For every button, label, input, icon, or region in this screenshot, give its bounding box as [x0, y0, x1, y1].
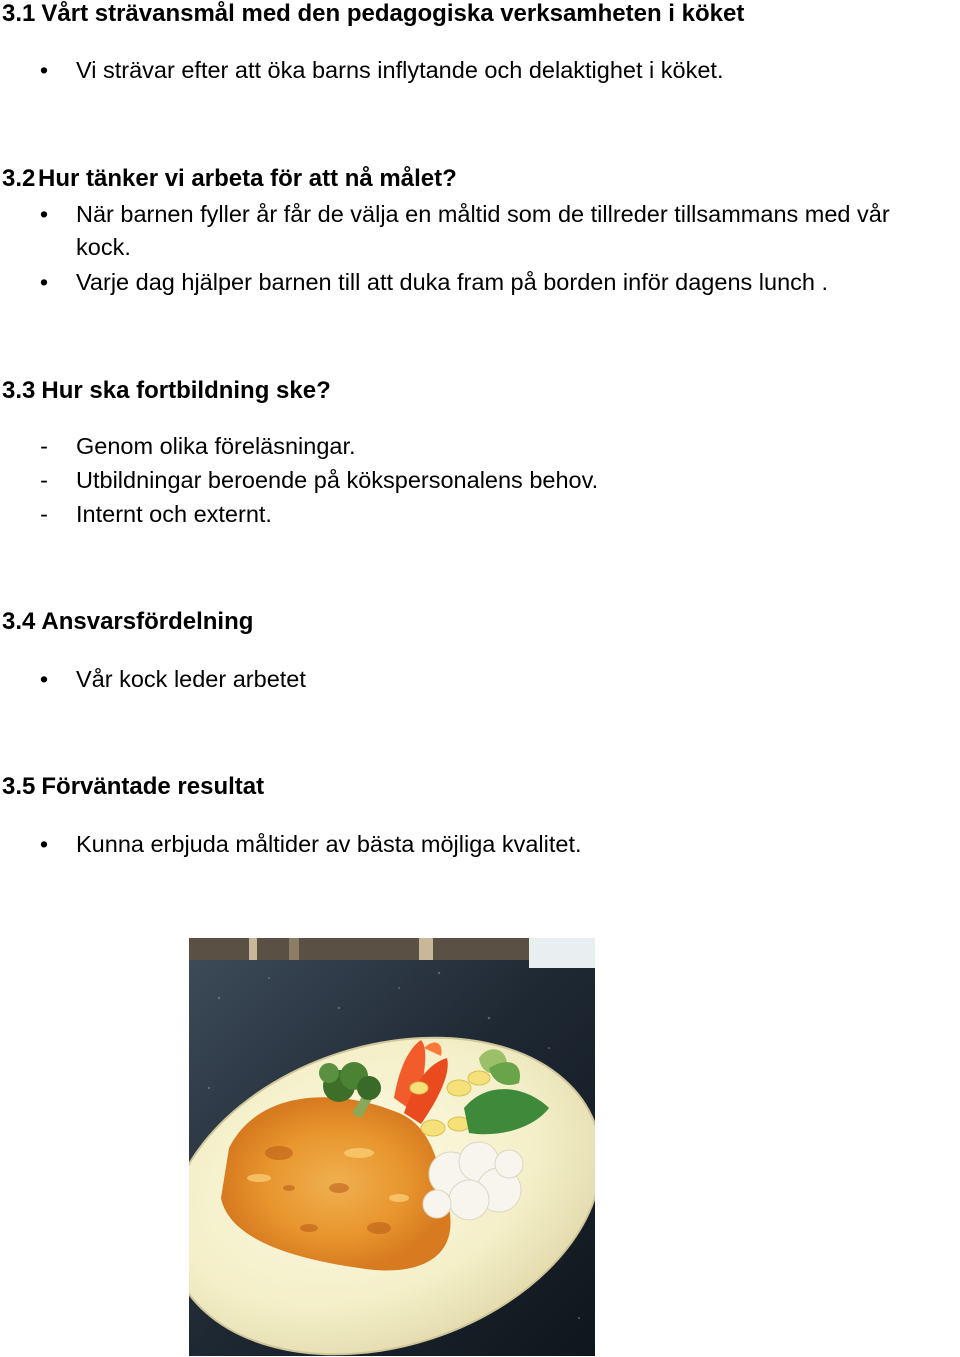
- heading-number: 3.3: [2, 377, 36, 404]
- bullet-marker: •: [39, 57, 49, 83]
- list-item-text: Kunna erbjuda måltider av bästa möjliga kvalitet.: [76, 831, 582, 857]
- list-item-text: Genom olika föreläsningar.: [76, 433, 356, 459]
- dash-marker: -: [40, 467, 48, 493]
- dash-marker: -: [40, 501, 48, 527]
- list-item-text: Vi strävar efter att öka barns inflytande och delaktighet i köket.: [76, 57, 724, 83]
- dash-marker: -: [40, 433, 48, 459]
- heading-3-4: [2, 608, 253, 636]
- heading-number: 3.4: [2, 608, 36, 635]
- heading-3-3: [2, 377, 331, 405]
- bullet-marker: •: [39, 666, 49, 692]
- heading-number: 3.1: [2, 0, 36, 27]
- list-item-text: Utbildningar beroende på kökspersonalens behov.: [76, 467, 599, 493]
- heading-title: Ansvarsfördelning: [41, 608, 254, 635]
- heading-3-2: [2, 165, 457, 193]
- heading-number: 3.5: [2, 773, 36, 800]
- list-item-continuation: kock.: [76, 234, 131, 260]
- heading-number: 3.2: [2, 165, 36, 192]
- bullet-marker: •: [39, 269, 49, 295]
- plate-of-food-photo: [189, 938, 595, 1356]
- bullet-marker: •: [39, 831, 49, 857]
- heading-title: Förväntade resultat: [41, 773, 265, 800]
- list-item-text: Internt och externt.: [76, 501, 272, 527]
- bullet-marker: •: [39, 201, 49, 227]
- list-item-text: Vår kock leder arbetet: [76, 666, 306, 692]
- heading-title: Hur ska fortbildning ske?: [41, 377, 331, 404]
- heading-title: Hur tänker vi arbeta för att nå målet?: [38, 165, 457, 192]
- list-item-text: Varje dag hjälper barnen till att duka fram på borden inför dagens lunch .: [76, 269, 829, 295]
- heading-3-5: [2, 773, 264, 801]
- list-item-text: När barnen fyller år får de välja en måltid som de tillreder tillsammans med vår: [76, 201, 890, 227]
- heading-3-1: [2, 0, 744, 28]
- heading-title: Vårt strävansmål med den pedagogiska verksamheten i köket: [41, 0, 745, 27]
